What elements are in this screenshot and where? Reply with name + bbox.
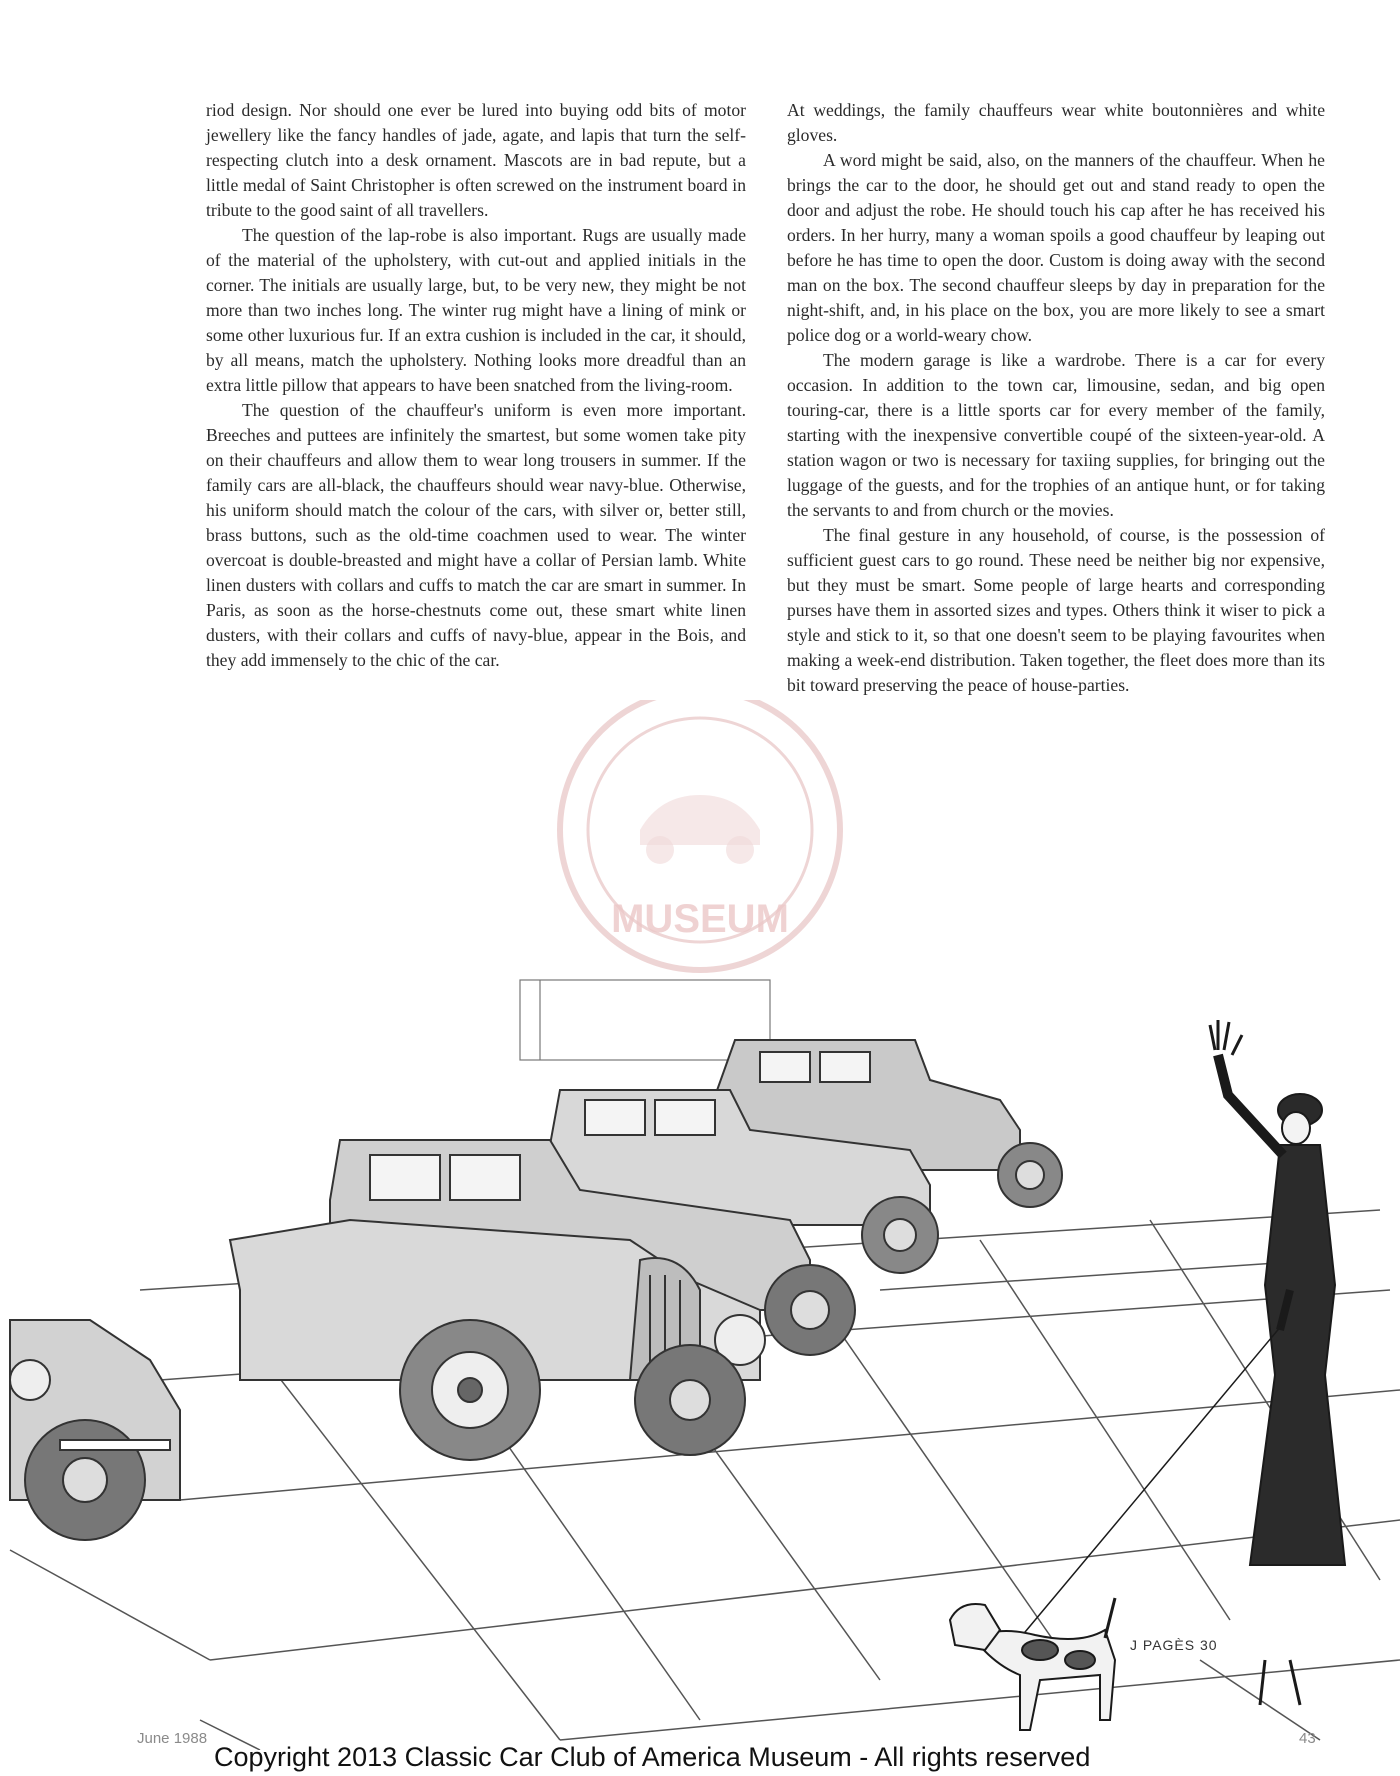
museum-watermark (530, 700, 870, 1000)
issue-date: June 1988 (137, 1730, 208, 1747)
dog-figure (950, 1598, 1115, 1730)
paragraph: A word might be said, also, on the manners of the chauffeur. When he brings the car to the door, he should get out and stand ready to open the door and adjust the robe. He should touch his cap after he has received his orders. In her hurry, many a woman spoils a good chauffeur by leaping out before he has time to open the door. Custom is doing away with the second man on the box. The second chauffeur sleeps by day in preparation for the night-shift, and, in his place on the box, you are more likely to see a smart police dog or a world-weary chow. (787, 150, 1325, 345)
article-right-column (787, 98, 1325, 698)
copyright-notice: Copyright 2013 Classic Car Club of America Museum - All rights reserved (214, 1742, 1091, 1772)
paragraph: The question of the lap-robe is also important. Rugs are usually made of the material of the upholstery, with cut-out and applied initials in the corner. The initials are usually large, but, to be very new, they might be not more than two inches long. The winter rug might have a lining of mink or some other luxurious fur. If an extra cushion is included in the car, it should, by all means, match the upholstery. Nothing looks more dreadful than an extra little pillow that appears to have been snatched from the living-room. (206, 225, 746, 395)
paragraph: At weddings, the family chauffeurs wear white boutonnières and white gloves. (787, 100, 1325, 145)
watermark-text: MUSEUM (611, 897, 789, 941)
artist-signature: J PAGÈS 30 (1130, 1637, 1218, 1653)
paragraph: The question of the chauffeur's uniform is even more important. Breeches and puttees are infinitely the smartest, but some women take pity on their chauffeurs and allow them to wear long trousers in summer. If the family cars are all-black, the chauffeurs should wear navy-blue. Otherwise, his uniform should match the colour of the cars, with silver or, better still, brass buttons, such as the old-time coachmen used to wear. The winter overcoat is double-breasted and might have a collar of Persian lamb. White linen dusters with collars and cuffs to match the car are smart in summer. In Paris, as soon as the horse-chestnuts come out, these smart white linen dusters, with their collars and cuffs of navy-blue, appear in the Bois, and they add immensely to the chic of the car. (206, 400, 746, 670)
article-left-column (206, 98, 746, 673)
page-number: 43 (1299, 1730, 1316, 1747)
paragraph: riod design. Nor should one ever be lured into buying odd bits of motor jewellery like the fancy handles of jade, agate, and lapis that turn the self-respecting clutch into a desk ornament. Mascots are in bad repute, but a little medal of Saint Christopher is often screwed on the instrument board in tribute to the good saint of all travellers. (206, 100, 746, 220)
paragraph: The modern garage is like a wardrobe. There is a car for every occasion. In addition to the town car, limousine, sedan, and big open touring-car, there is a little sports car for every member of the family, starting with the inexpensive convertible coupé of the sixteen-year-old. A station wagon or two is necessary for taxiing supplies, for bringing out the luggage of the guests, and for the trophies of an antique hunt, or for taking the servants to and from church or the movies. (787, 350, 1325, 520)
paragraph: The final gesture in any household, of course, is the possession of sufficient guest cars to go round. These need be neither big nor expensive, but they must be smart. Some people of large hearts and corresponding purses have them in assorted sizes and types. Others think it wiser to pick a style and stick to it, so that one doesn't seem to be playing favourites when making a week-end distribution. Taken together, the fleet does more than its bit toward preserving the peace of house-parties. (787, 525, 1325, 695)
garage-illustration (0, 960, 1400, 1750)
